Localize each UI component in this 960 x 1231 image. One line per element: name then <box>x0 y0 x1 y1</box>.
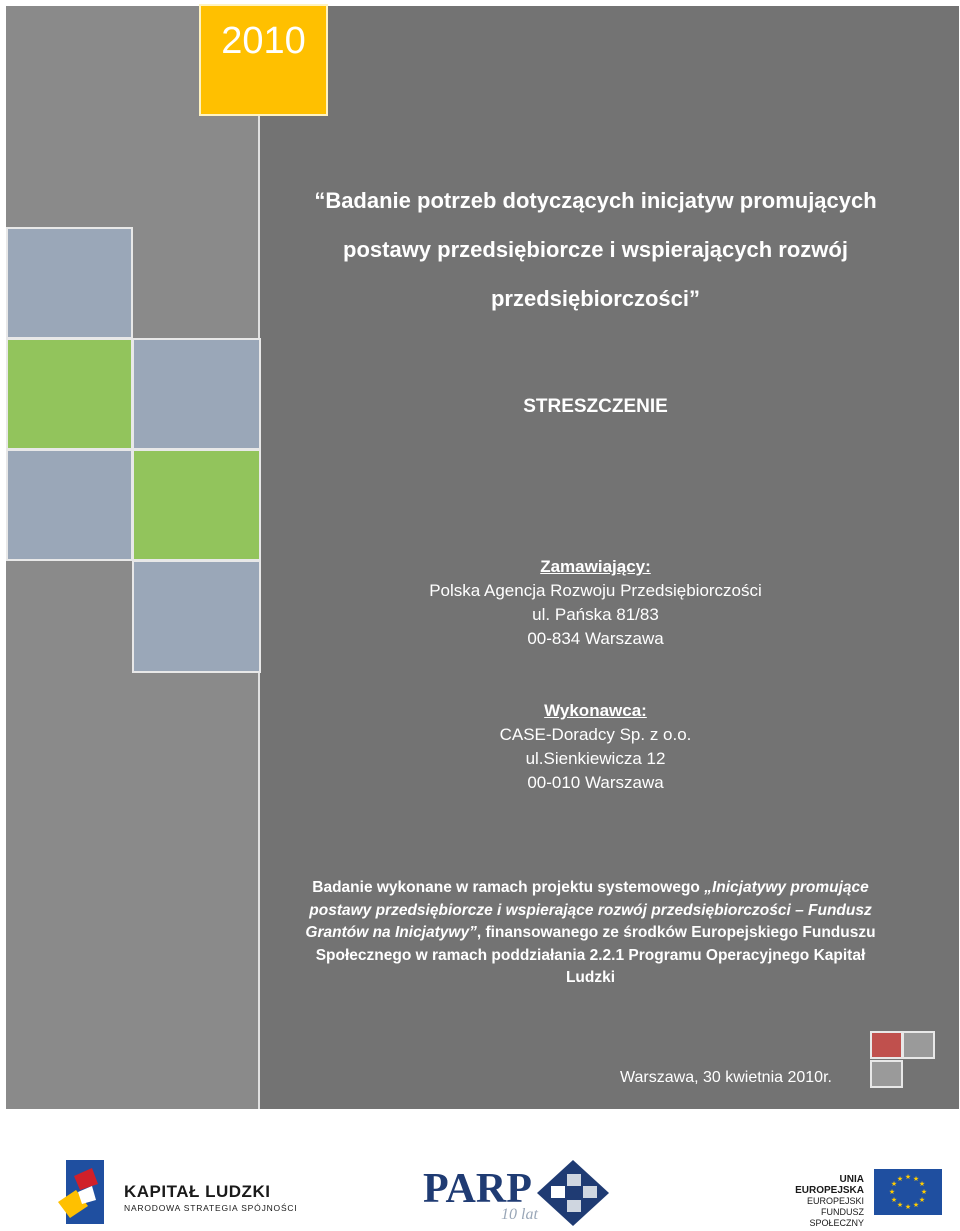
eu-flag-icon <box>874 1169 942 1215</box>
svg-text:★: ★ <box>896 1201 904 1209</box>
svg-text:★: ★ <box>904 1173 912 1181</box>
eu-logo <box>770 1168 942 1228</box>
deco-square <box>132 338 261 450</box>
svg-text:★: ★ <box>912 1201 920 1209</box>
kapital-ludzki-icon <box>58 1156 108 1228</box>
project-description <box>292 877 889 990</box>
project-text-2: , finansowanego ze środków Europejskiego Funduszu Społecznego w ramach poddziałania 2.2.1 Programu Operacyjnego Kapitał Ludzki <box>315 924 876 986</box>
svg-text:★: ★ <box>890 1180 898 1188</box>
eu-line: EUROPEJSKI <box>806 1196 864 1206</box>
svg-text:★: ★ <box>918 1196 926 1204</box>
document-title <box>262 176 929 323</box>
deco-square <box>132 449 261 561</box>
project-name: „Inicjatywy promujące postawy przedsiębiorcze i wspierające rozwój przedsiębiorczości – Fundusz Grantów na Inicjatywy” <box>305 879 872 941</box>
commissioner-line: 00-834 Warszawa <box>527 629 664 648</box>
svg-text:★: ★ <box>918 1180 926 1188</box>
summary-label: STRESZCZENIE <box>523 396 668 417</box>
parp-diamond-icon <box>537 1160 609 1226</box>
title-line: “Badanie potrzeb dotyczących inicjatyw promujących <box>314 188 877 213</box>
deco-square-gray <box>870 1060 903 1088</box>
year-label: 2010 <box>221 20 306 62</box>
title-line: postawy przedsiębiorcze i wspierających rozwój <box>343 237 848 262</box>
title-line: przedsiębiorczości” <box>490 286 701 311</box>
eu-line: UNIA EUROPEJSKA <box>795 1174 864 1196</box>
parp-logo <box>423 1158 613 1228</box>
contractor-block <box>262 699 929 795</box>
svg-text:★: ★ <box>920 1188 928 1196</box>
deco-square <box>6 338 133 450</box>
eu-line: FUNDUSZ SPOŁECZNY <box>809 1207 864 1228</box>
contractor-line: 00-010 Warszawa <box>527 773 664 792</box>
commissioner-line: ul. Pańska 81/83 <box>532 605 659 624</box>
commissioner-block <box>262 555 929 651</box>
deco-square <box>6 449 133 561</box>
svg-text:★: ★ <box>888 1188 896 1196</box>
contractor-line: ul.Sienkiewicza 12 <box>525 749 666 768</box>
commissioner-line: Polska Agencja Rozwoju Przedsiębiorczości <box>429 581 762 600</box>
project-text-1: Badanie wykonane w ramach projektu systemowego <box>312 879 705 896</box>
deco-square <box>132 560 261 673</box>
svg-text:★: ★ <box>912 1175 920 1183</box>
svg-text:★: ★ <box>890 1196 898 1204</box>
deco-square-red <box>870 1031 903 1059</box>
eu-text <box>770 1174 864 1229</box>
parp-tagline: 10 lat <box>501 1206 538 1223</box>
eu-stars-icon <box>874 1169 942 1215</box>
parp-name: PARP <box>423 1166 532 1212</box>
kapital-ludzki-title: KAPITAŁ LUDZKI <box>124 1182 271 1201</box>
year-box <box>199 4 328 116</box>
contractor-line: CASE-Doradcy Sp. z o.o. <box>499 725 692 744</box>
svg-text:★: ★ <box>904 1203 912 1211</box>
deco-square-gray <box>902 1031 935 1059</box>
kapital-ludzki-subtitle: NARODOWA STRATEGIA SPÓJNOŚCI <box>124 1203 298 1213</box>
kapital-ludzki-logo <box>58 1156 318 1228</box>
date-place: Warszawa, 30 kwietnia 2010r. <box>620 1069 832 1086</box>
contractor-label: Wykonawca: <box>544 701 647 720</box>
deco-square <box>6 227 133 339</box>
svg-text:★: ★ <box>896 1175 904 1183</box>
commissioner-label: Zamawiający: <box>540 557 651 576</box>
